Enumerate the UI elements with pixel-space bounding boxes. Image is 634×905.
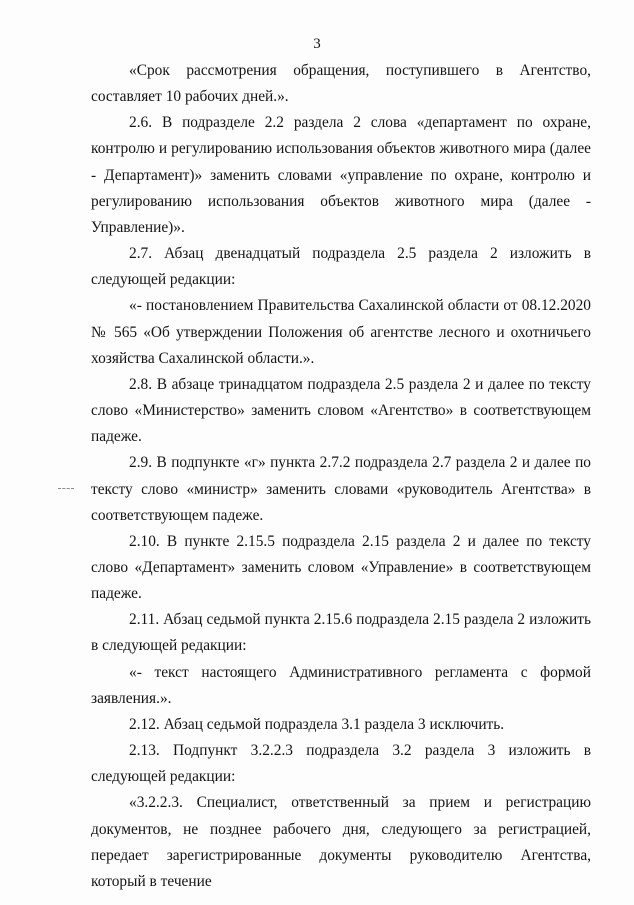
paragraph-2-13-quote: «3.2.2.3. Специалист, ответственный за прием и регистрацию документов, не позднее рабочего дня, следующего за регистрацией, передает зарегистрированные документы руководителю Агентства, который в течение bbox=[91, 794, 591, 890]
paragraph-2-10: 2.10. В пункте 2.15.5 подраздела 2.15 раздела 2 и далее по тексту слово «Департамент» заменить словом «Управление» в соответствующем падеже. bbox=[91, 532, 591, 603]
document-body bbox=[91, 58, 591, 895]
paragraph-2-7: 2.7. Абзац двенадцатый подраздела 2.5 раздела 2 изложить в следующей редакции: bbox=[91, 245, 591, 289]
page-number: 3 bbox=[313, 36, 321, 52]
paragraph-2-12: 2.12. Абзац седьмой подраздела 3.1 раздела 3 исключить. bbox=[129, 715, 505, 733]
paragraph-2-6: 2.6. В подразделе 2.2 раздела 2 слова «департамент по охране, контролю и регулированию использования объектов животного мира (далее - Департамент)» заменить словами «управление по охране, контролю и регулированию использования объектов животного мира (далее - Управление)». bbox=[91, 114, 591, 236]
paragraph-review-period: «Срок рассмотрения обращения, поступившего в Агентство, составляет 10 рабочих дней.». bbox=[91, 62, 591, 106]
margin-mark bbox=[58, 488, 74, 489]
paragraph-2-11-quote: «- текст настоящего Административного регламента с формой заявления.». bbox=[91, 663, 591, 707]
paragraph-2-11: 2.11. Абзац седьмой пункта 2.15.6 подраздела 2.15 раздела 2 изложить в следующей редакции: bbox=[91, 611, 591, 655]
paragraph-2-13: 2.13. Подпункт 3.2.2.3 подраздела 3.2 раздела 3 изложить в следующей редакции: bbox=[91, 742, 591, 786]
paragraph-2-9: 2.9. В подпункте «г» пункта 2.7.2 подраздела 2.7 раздела 2 и далее по тексту слово «министр» заменить словами «руководитель Агентства» в соответствующем падеже. bbox=[91, 454, 591, 524]
paragraph-2-7-quote: «- постановлением Правительства Сахалинской области от 08.12.2020 № 565 «Об утверждении Положения об агентстве лесного и охотничьего хозяйства Сахалинской области.». bbox=[91, 297, 591, 367]
paragraph-2-8: 2.8. В абзаце тринадцатом подраздела 2.5 раздела 2 и далее по тексту слово «Министерство» заменить словом «Агентство» в соответствующем падеже. bbox=[91, 375, 591, 446]
